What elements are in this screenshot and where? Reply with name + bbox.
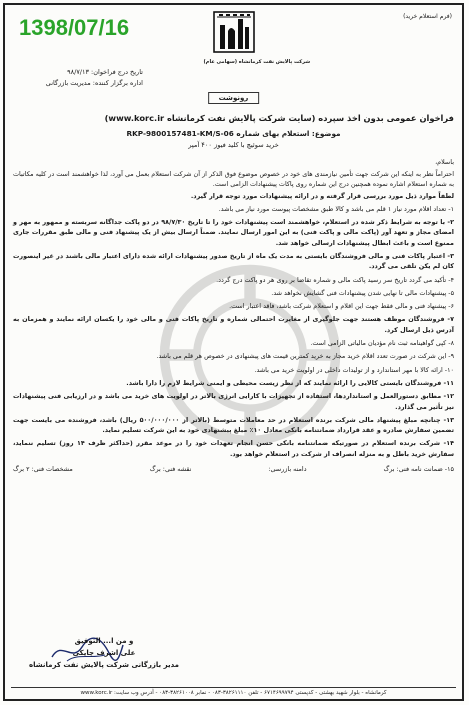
list-item: ۲- با توجه به شرایط ذکر شده در استعلام، خواهشمند است پیشنهادات خود را تا تاریخ ۹۸/۷/۳۰ در دو پاکت جداگانه سربسته و ممهور به مهر و امضای مجاز و تعهد آور (پاکت مالی و پاکت فنی) به این امور ارسال نمایند. ضمناً ارسال بیش از یک پیشنهاد فنی و مالی طبق مقررات جاری ممنوع است و باعث ابطال پیشنهادات ارسالی خواهد شد. xyxy=(13,218,454,247)
signer-position: مدیر بازرگانی شرکت پالایش نفت کرمانشاه xyxy=(29,661,179,669)
organizing-dept: اداره برگزار کننده: مدیریت بازرگانی xyxy=(45,79,143,87)
list-item: ۶- پیشنهاد فنی و مالی فقط جهت این اقلام و استعلام شرکت باشد، فاقد اعتبار است. xyxy=(229,302,454,311)
list-item: ۱- تعداد اقلام مورد نیاز ۱ قلم می باشد و کالا طبق مشخصات پیوست مورد نیاز می باشد. xyxy=(218,204,454,213)
list-item: ۱۲- مطابق دستورالعمل و استانداردها، استفاده از تجهیزات با کارایی انرژی بالاتر در اولویت های خرید می باشد و در ارزیابی فنی پیشنهادات نیز تأثیر می گذارد. xyxy=(13,392,454,411)
intro-paragraph: احتراماً نظر به اینکه این شرکت جهت تأمین نیازمندی های خود در خصوص موضوع فوق الذکر از آن شرکت استعلام بعمل می آورد، لذا خواهشمند است در کلیه مکاتبات به شماره استعلام اشاره نموده همچنین درج این شماره روی پاکات پیشنهادات الزامی است. xyxy=(13,169,454,189)
company-logo xyxy=(203,9,311,65)
closing-phrase: و من ا... التوفیق xyxy=(74,637,134,645)
list-item: ۳- اعتبار پاکات فنی و مالی فروشندگان بایستی به مدت یک ماه از تاریخ صدور پیشنهادات ارائه شده دارای اعتبار مالی باشند در غیر اینصورت کان لم یکن تلقی می گردد. xyxy=(13,251,454,271)
notice-subject: موضوع: استعلام بهای شماره RKP-9800157481-KM/S-06 xyxy=(126,129,341,139)
technical-drawing-field: نقشه فنی: برگ xyxy=(149,465,192,474)
notice-title: فراخوان عمومی بدون اخذ سپرده (سایت شرکت پالایش نفت کرمانشاه www.korc.ir) xyxy=(104,113,454,123)
list-item: ۱۱- فروشندگان بایستی کالایی را ارائه نمایند که از نظر زیست محیطی و ایمنی شرایط لازم را دارا باشد. xyxy=(126,378,454,387)
refinery-logo-icon xyxy=(211,9,257,55)
form-tag: (فرم استعلام خرید) xyxy=(403,13,452,20)
list-item: ۱۳- چنانچه مبلغ پیشنهاد مالی شرکت برنده استعلام در حد معاملات متوسط (بالاتر از ۵۰۰/۰۰۰/۰۰۰ ریال) باشد، فروشنده می بایست جهت تضمین سفارش صادره و عقد قرارداد ضمانتنامه بانکی معادل ۱۰٪ مبلغ پیشنهادی خود به این شرکت تسلیم نماید. xyxy=(13,415,455,435)
list-item: ۵- پیشنهادات مالی تا نهایی شدن پیشنهادات فنی گشایش نخواهد شد. xyxy=(271,288,454,297)
signer-name: علی اشرف چایکی xyxy=(72,649,136,657)
list-item: ۱۴- شرکت برنده استعلام در صورتیکه ضمانتنامه بانکی حسن انجام تعهدات خود را در موعد مقرر (حداکثر ظرف ۱۴ روز) تسلیم ننماید، سفارش خرید باطل و به منزله انصراف از شرکت در استعلام خواهد بود. xyxy=(13,439,454,458)
list-item: ۴- تأکید می گردد تاریخ سر رسید پاکت مالی و شماره تقاضا بر روی هر دو پاکت درج گردد. xyxy=(216,275,454,284)
intro-note: لطفاً موارد ذیل مورد بررسی قرار گرفته و در ارائه پیشنهادات مورد توجه قرار گیرد. xyxy=(190,192,454,201)
page-footer: کرمانشاه - بلوار شهید بهشتی - کدپستی ۶۷۱۴۶۹۹۷۹۴ - تلفن ۳۸۲۶۱۱۱۰-۰۸۳ - نمابر ۳۸۲۶۱۰۰۸-۰۸۳ - آدرس وب سایت: www.korc.ir xyxy=(11,687,456,696)
list-item: ۹- این شرکت در صورت تعدد اقلام خرید مجاز به خرید کمترین قیمت های پیشنهادی در خصوص هر قلم می باشد. xyxy=(156,352,454,361)
technical-specs-field: مشخصات فنی: ۲ برگ xyxy=(13,465,73,474)
list-item: ۸- کپی گواهینامه ثبت نام مؤدیان مالیاتی الزامی است. xyxy=(310,339,454,348)
document-page xyxy=(3,3,464,701)
attachments-row xyxy=(13,464,454,474)
greeting: باسلام، xyxy=(435,157,454,166)
issue-date: تاریخ درج فراخوان: ۹۸/۷/۱۳ xyxy=(67,68,143,76)
notice-subject-detail: خرید سوئیچ با کلید فیوز ۴۰۰ آمپر xyxy=(188,141,279,150)
copy-label: رونوشت xyxy=(208,92,260,104)
list-item: ۱۰- ارائه کالا با مهر استاندارد و از تولیدات داخلی در اولویت خرید می باشد. xyxy=(254,365,454,374)
logo-company-name: شرکت پالایش نفت کرمانشاه (سهامی عام) xyxy=(203,59,311,65)
guarantee-field: ۱۵- ضمانت نامه فنی: برگ xyxy=(383,465,454,474)
signature-block xyxy=(19,635,189,671)
letter-content xyxy=(13,113,454,474)
list-item: ۷- فروشندگان موظف هستند جهت جلوگیری از مغایرت احتمالی شماره و تاریخ پاکات فنی و مالی خود را یکسان ارائه نمایند و همزمان به آدرس ذیل ارسال کرد. xyxy=(13,315,454,334)
date-stamp: 1398/07/16 xyxy=(19,15,130,40)
document-meta xyxy=(13,67,143,89)
quotation-field: دامنه بازرسی: xyxy=(268,465,307,474)
